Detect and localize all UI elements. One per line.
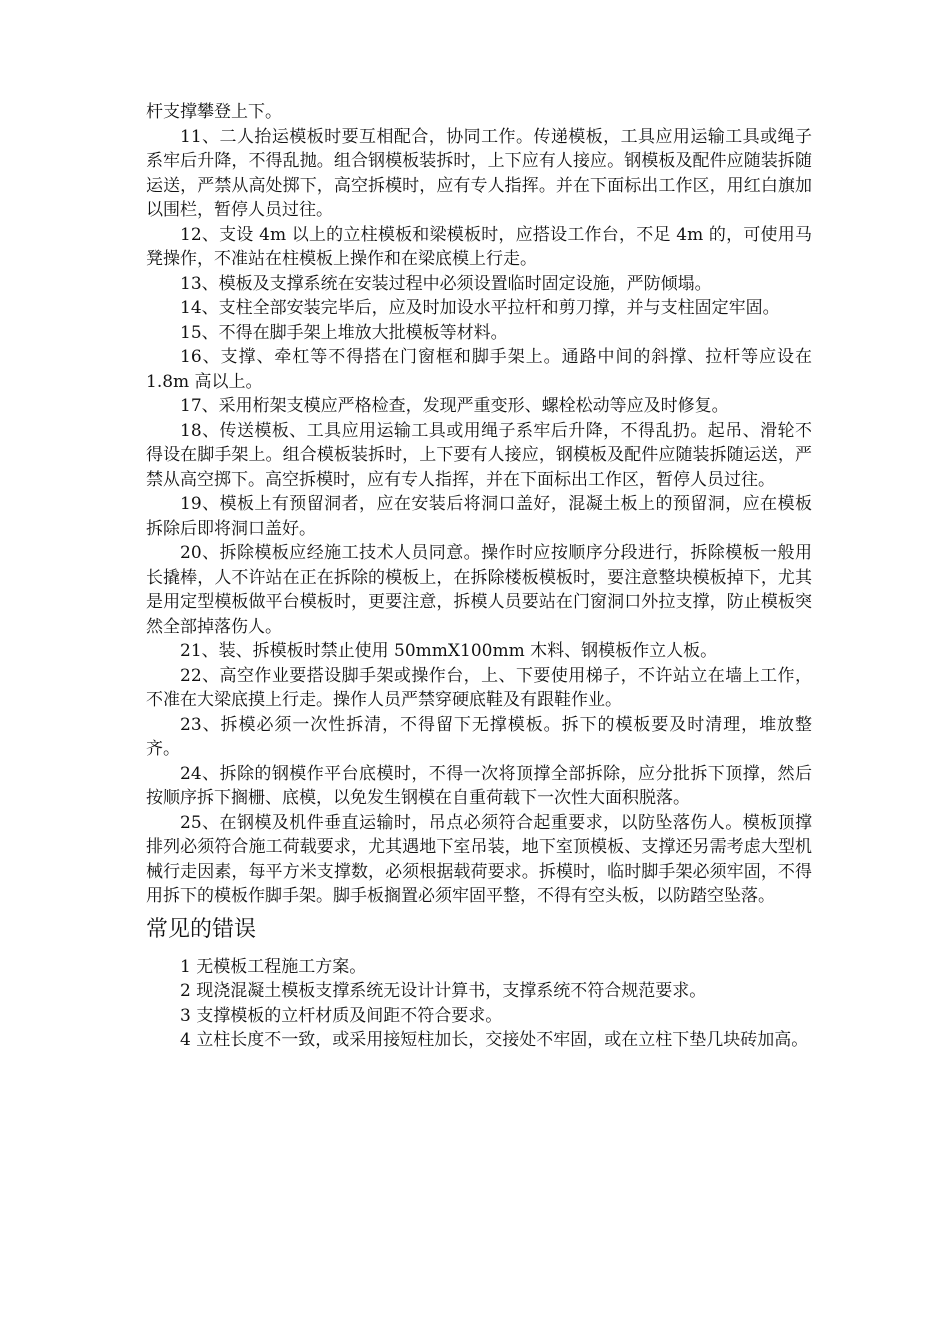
error-item-3: 3 支撑模板的立杆材质及间距不符合要求。 [180,1005,503,1026]
rule-14: 14、支柱全部安装完毕后，应及时加设水平拉杆和剪刀撑，并与支柱固定牢固。 [180,298,780,318]
rule-20: 20、拆除模板应经施工技术人员同意。操作时应按顺序分段进行，拆除模板一般用长撬棒，人不许站在正在拆除的模板上，在拆除楼板模板时，要注意整块模板掉下，尤其是用定型模板做平台模板时，更要注意，拆模人员要站在门窗洞口外拉支撑，防止模板突然全部掉落伤人。 [146,543,812,637]
error-item-4: 4 立柱长度不一致，或采用接短柱加长，交接处不牢固，或在立柱下垫几块砖加高。 [180,1030,809,1050]
rule-11: 11、二人抬运模板时要互相配合，协同工作。传递模板，工具应用运输工具或绳子系牢后升降，不得乱抛。组合钢模板装拆时，上下应有人接应。钢模板及配件应随装拆随运送，严禁从高处掷下，高空拆模时，应有专人指挥。并在下面标出工作区，用红白旗加以围栏，暂停人员过往。 [146,126,812,220]
continuation-paragraph: 杆支撑攀登上下。 [146,102,282,122]
rule-17: 17、采用桁架支模应严格检查，发现严重变形、螺栓松动等应及时修复。 [180,396,729,416]
rule-21: 21、装、拆模板时禁止使用 50mmX100mm 木料、钢模板作立人板。 [180,641,718,661]
rule-23: 23、拆模必须一次性拆清，不得留下无撑模板。拆下的模板要及时清理，堆放整齐。 [146,714,812,759]
rule-25: 25、在钢模及机件垂直运输时，吊点必须符合起重要求，以防坠落伤人。模板顶撑排列必须符合施工荷载要求，尤其遇地下室吊装，地下室顶模板、支撑还另需考虑大型机械行走因素，每平方米支撑数，必须根据载荷要求。拆模时，临时脚手架必须牢固，不得用拆下的模板作脚手架。脚手板搁置必须牢固平整，不得有空头板，以防踏空坠落。 [146,812,812,906]
rule-16: 16、支撑、牵杠等不得搭在门窗框和脚手架上。通路中间的斜撑、拉杆等应设在 1.8m 高以上。 [146,347,812,392]
rule-15: 15、不得在脚手架上堆放大批模板等材料。 [180,322,508,343]
rule-22: 22、高空作业要搭设脚手架或操作台，上、下要使用梯子，不许站立在墙上工作，不准在大梁底摸上行走。操作人员严禁穿硬底鞋及有跟鞋作业。 [146,665,812,710]
error-item-2: 2 现浇混凝土模板支撑系统无设计计算书，支撑系统不符合规范要求。 [180,981,707,1001]
rule-19: 19、模板上有预留洞者，应在安装后将洞口盖好，混凝土板上的预留洞，应在模板拆除后即将洞口盖好。 [146,494,812,539]
rule-13: 13、模板及支撑系统在安装过程中必须设置临时固定设施，严防倾塌。 [180,273,712,294]
rule-12: 12、支设 4m 以上的立柱模板和梁模板时，应搭设工作台，不足 4m 的，可使用马凳操作，不准站在柱模板上操作和在梁底模上行走。 [146,224,812,269]
rule-18: 18、传送模板、工具应用运输工具或用绳子系牢后升降，不得乱扔。起吊、滑轮不得设在脚手架上。组合模板装拆时，上下要有人接应，钢模板及配件应随装拆随运送，严禁从高空掷下。高空拆模时，应有专人指挥，并在下面标出工作区，暂停人员过往。 [146,420,812,490]
rule-24: 24、拆除的钢模作平台底模时，不得一次将顶撑全部拆除，应分批拆下顶撑，然后按顺序拆下搁栅、底模，以免发生钢模在自重荷载下一次性大面积脱落。 [146,763,812,808]
section-heading: 常见的错误 [146,916,257,942]
document-page [146,100,812,1053]
error-item-1: 1 无模板工程施工方案。 [180,956,367,977]
